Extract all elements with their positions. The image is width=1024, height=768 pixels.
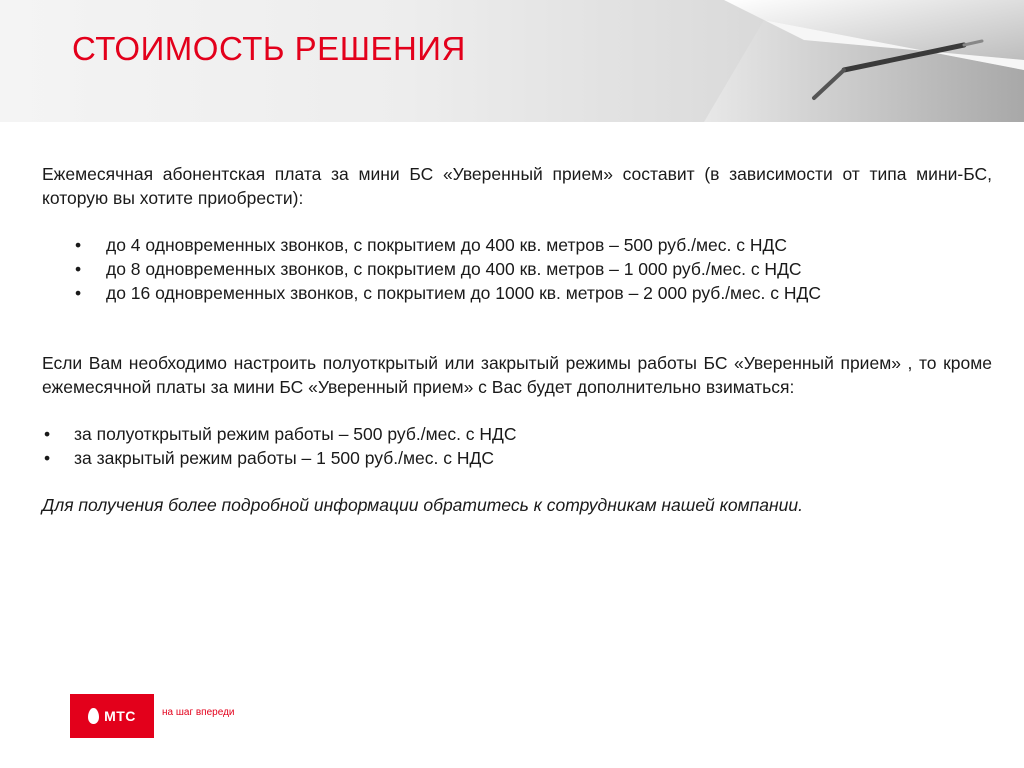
list-item: [42, 257, 992, 281]
extra-fees-list: [42, 422, 992, 470]
list-item-text: до 8 одновременных звонков, с покрытием до 400 кв. метров – 1 000 руб./мес. с НДС: [106, 259, 802, 279]
bullet-icon: •: [75, 283, 82, 303]
list-item-text: за полуоткрытый режим работы – 500 руб./мес. с НДС: [74, 424, 517, 444]
contact-note: Для получения более подробной информации обратитесь к сотрудникам нашей компании.: [42, 495, 803, 515]
list-item-text: до 16 одновременных звонков, с покрытием до 1000 кв. метров – 2 000 руб./мес. с НДС: [106, 283, 822, 303]
egg-icon: [88, 708, 99, 724]
list-item-text: до 4 одновременных звонков, с покрытием до 400 кв. метров – 500 руб./мес. с НДС: [106, 235, 787, 255]
logo-text: МТС: [104, 708, 136, 724]
slogan: на шаг впереди: [162, 707, 235, 718]
tariff-list: [42, 233, 992, 305]
pen-and-paper-photo: [664, 0, 1024, 122]
list-item: [42, 281, 992, 305]
list-item: [42, 233, 992, 257]
mts-logo: [70, 694, 154, 738]
extra-fees-intro: Если Вам необходимо настроить полуоткрытый или закрытый режимы работы БС «Уверенный прием» , то кроме ежемесячной платы за мини БС «Уверенный прием» с Вас будет дополнительно взиматься:: [42, 353, 992, 397]
bullet-icon: •: [75, 259, 82, 279]
bullet-icon: •: [75, 235, 82, 255]
main-content: [42, 162, 992, 517]
list-item: [42, 446, 992, 470]
list-item: [42, 422, 992, 446]
list-item-text: за закрытый режим работы – 1 500 руб./мес. с НДС: [74, 448, 494, 468]
header-banner: [0, 0, 1024, 122]
page-title: СТОИМОСТЬ РЕШЕНИЯ: [72, 30, 466, 67]
tariff-intro: Ежемесячная абонентская плата за мини БС «Уверенный прием» составит (в зависимости от типа мини-БС, которую вы хотите приобрести):: [42, 164, 992, 208]
bullet-icon: •: [44, 448, 51, 468]
bullet-icon: •: [44, 424, 51, 444]
